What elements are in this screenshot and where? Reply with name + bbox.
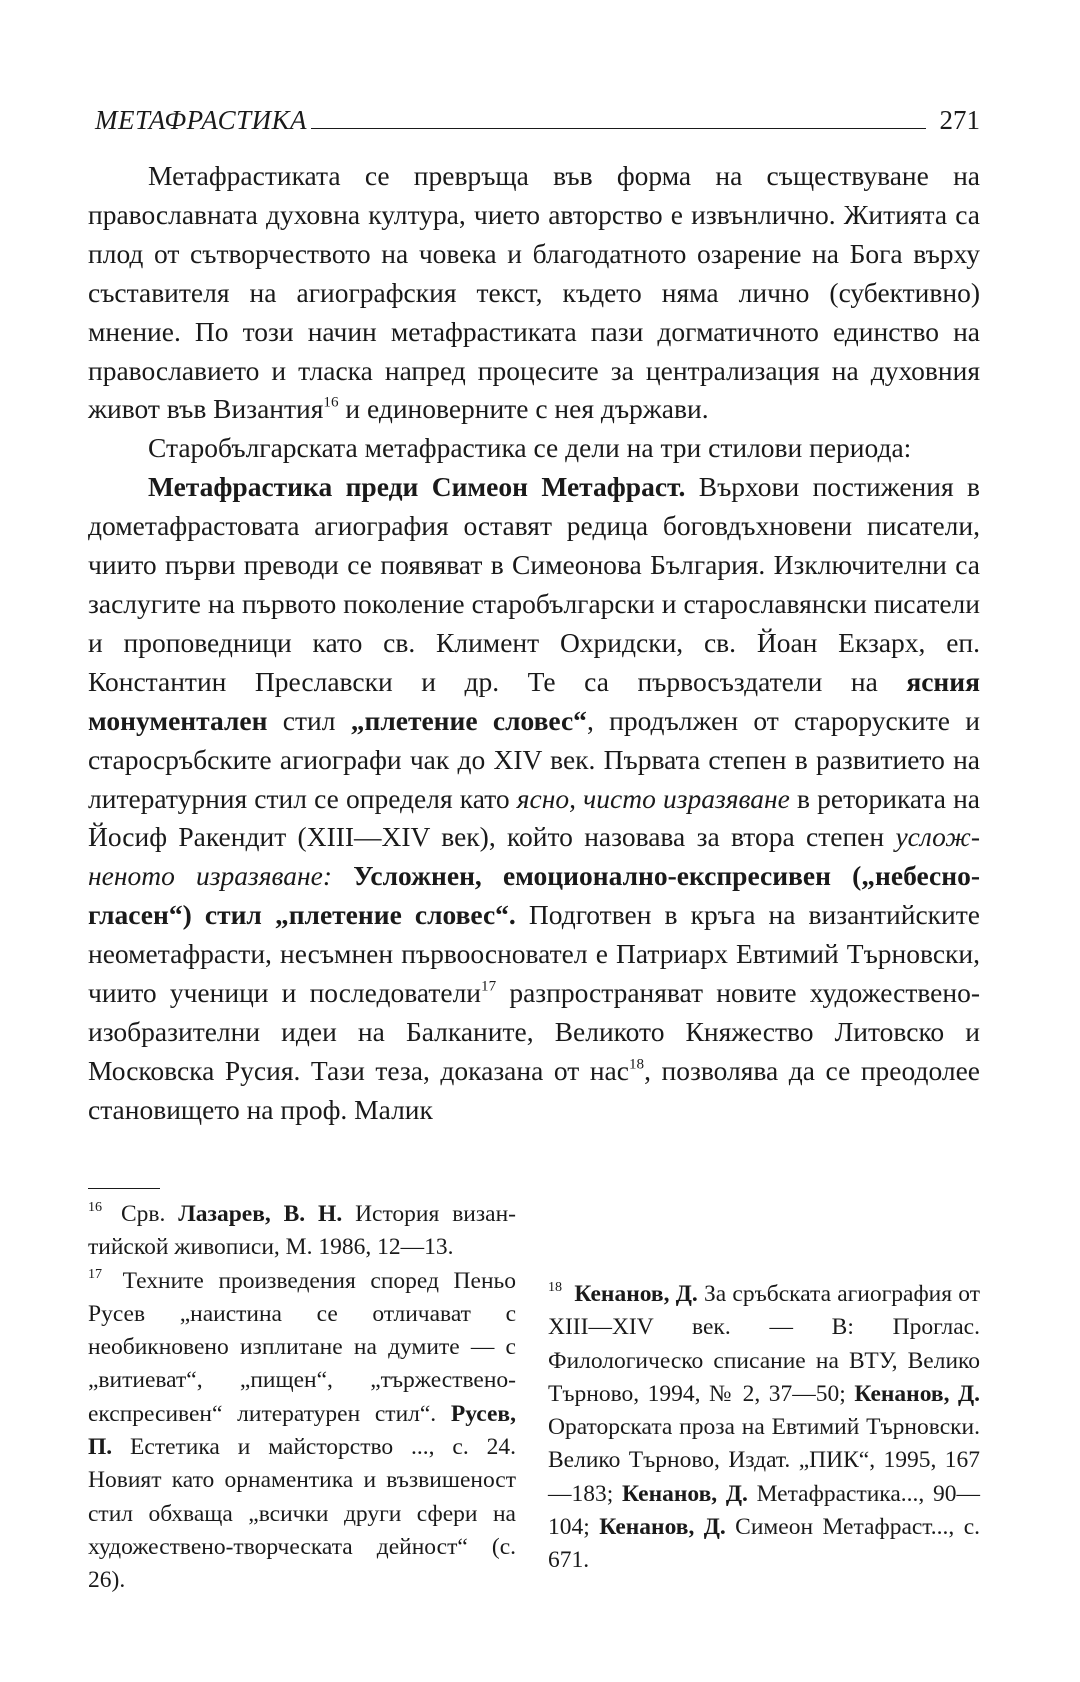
footnote-ref-18: 18	[628, 1056, 645, 1073]
page-number: 271	[939, 105, 980, 135]
section-title: МЕТАФРАСТИКА	[95, 105, 308, 135]
footnote-18: $^{18}$ Кенанов, Д. За сръбската агиография от XIII—XIV век. — В: Проглас. Филологическо списание на ВТУ, Велико Търново, 1994, № 2, 37—50; Кенанов, Д. Ораторската проза на Евтимий Търновски. Велико Търново, Издат. „ПИК“, 1995, 167—183; Кенанов, Д. Метафрастика..., 90—104; Кенанов, Д. Симеон Метафраст..., с. 671.	[548, 1279, 981, 1574]
footnote-16: $^{16}$ Срв. Лазарев, В. Н. История византийской живописи, М. 1986, 12—13.	[88, 1199, 516, 1261]
paragraph-1: Метафрастиката се превръща във форма на съществуване на православната духовна култура, чието авторство е извънлично. Житията са плод от сътворчеството на човека и благодатното озарение на Бога върху съставителя на агиографския текст, където няма лично (субективно) мнение. По този начин метафрастиката пази догматичното единство на православието и тласка напред процесите за централизация на духовния живот във Византия$^{16}$ и единоверните с нея държави.	[88, 160, 980, 425]
paragraph-3: Метафрастика преди Симеон Метафраст. Върхови постижения в дометафрастовата агиография оставят редица боговдъхновени писатели, чиито първи преводи се появяват в Симеонова България. Изключителни са заслугите на първото поколение старобългарски и старославянски писатели и проповедници като св. Климент Охридски, св. Йоан Екзарх, еп. Константин Преславски и др. Те са първосъздатели на ясния монументален стил „плетение словес“, продължен от староруските и старосръбските агиографи чак до XIV век. Първата степен в развитието на литературния стил се определя като ясно, чисто изразяване в реториката на Йосиф Ракендит (XIII—XIV век), който назовава за втора степен усложненото изразяване: Усложнен, емоционално-експресивен („небесногласен“) стил „плетение словес“. Подготвен в кръга на византийските неометафрасти, несъмнен първоосновател е Патриарх Евтимий Търновски, чиито ученици и последователи$^{17}$ разпространяват новите художествено-изобразителни идеи на Балканите, Великото Княжество Литовско и Московска Русия. Тази теза, доказана от нас$^{18}$, позволява да се преодолее становището на проф. Малик	[88, 471, 981, 1125]
footnote-separator	[88, 1188, 160, 1189]
footnote-ref-17: 17	[481, 978, 497, 995]
footnotes-right-column	[548, 1198, 980, 1578]
paragraph-heading: Метафрастика преди Симеон Метафраст.	[148, 471, 686, 503]
paragraph-2: Старобългарската метафрастика се дели на три стилови периода:	[148, 432, 912, 464]
header-rule	[311, 128, 925, 129]
running-header	[95, 96, 980, 136]
footnote-17: $^{17}$ Техните произведения според Пеньо Русев „наистина се отличават с необикновено изплитане на думите — с „витиеват“, „пищен“, „тържествено-експресивен“ литературен стил“. Русев, П. Естетика и майсторство ..., с. 24. Новият като орнаментика и възвишеност стил обхваща „всички други сфери на художествено-творческата дейност“ (с. 26).	[88, 1265, 516, 1594]
footnotes-left-column	[88, 1198, 516, 1598]
footnote-ref-16: 16	[323, 395, 339, 412]
main-text	[88, 157, 980, 1130]
